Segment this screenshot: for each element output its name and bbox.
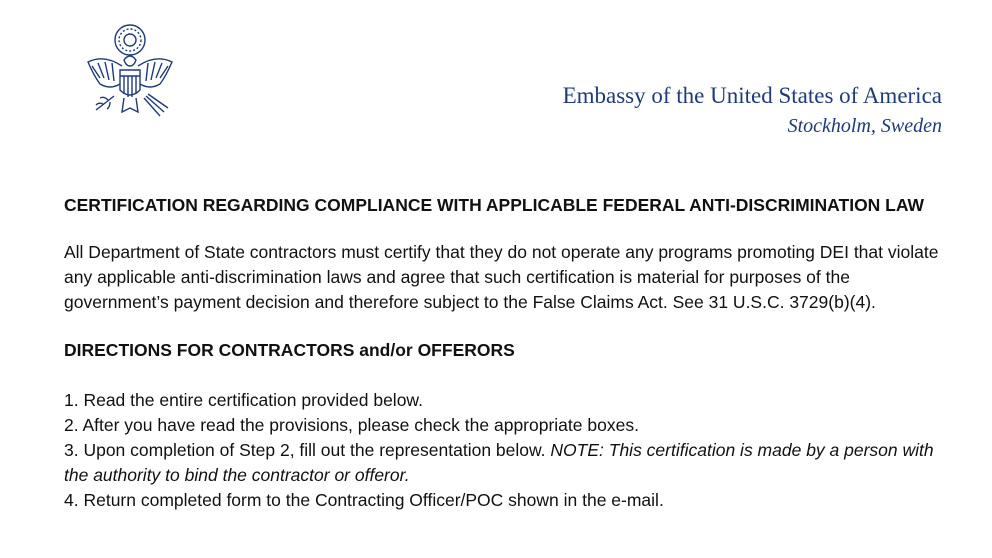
list-item [64, 388, 944, 413]
directions-list [64, 388, 944, 513]
document-body [64, 193, 944, 513]
step-text: 4. Return completed form to the Contracting Officer/POC shown in the e-mail. [64, 490, 664, 510]
letterhead [563, 80, 942, 140]
directions-heading: DIRECTIONS FOR CONTRACTORS and/or OFFERORS [64, 340, 515, 360]
embassy-location: Stockholm, Sweden [787, 115, 942, 137]
certification-heading: CERTIFICATION REGARDING COMPLIANCE WITH APPLICABLE FEDERAL ANTI-DISCRIMINATION LAW [64, 195, 925, 215]
list-item [64, 488, 944, 513]
embassy-name: Embassy of the United States of America [562, 83, 942, 108]
step-text: 3. Upon completion of Step 2, fill out the representation below. [64, 440, 551, 460]
list-item [64, 413, 944, 438]
step-text: 2. After you have read the provisions, please check the appropriate boxes. [64, 415, 639, 435]
certification-paragraph: All Department of State contractors must certify that they do not operate any programs promoting DEI that violate any applicable anti-discrimination laws and agree that such certification is material for purposes of the government’s payment decision and therefore subject to the False Claims Act. See 31 U.S.C. 3729(b)(4). [64, 242, 939, 312]
step-note: NOTE: This certification is made by a person with the authority to bind the contractor or offeror. [64, 440, 934, 485]
step-text: 1. Read the entire certification provided below. [64, 390, 423, 410]
great-seal-logo [74, 18, 186, 130]
list-item [64, 438, 944, 488]
